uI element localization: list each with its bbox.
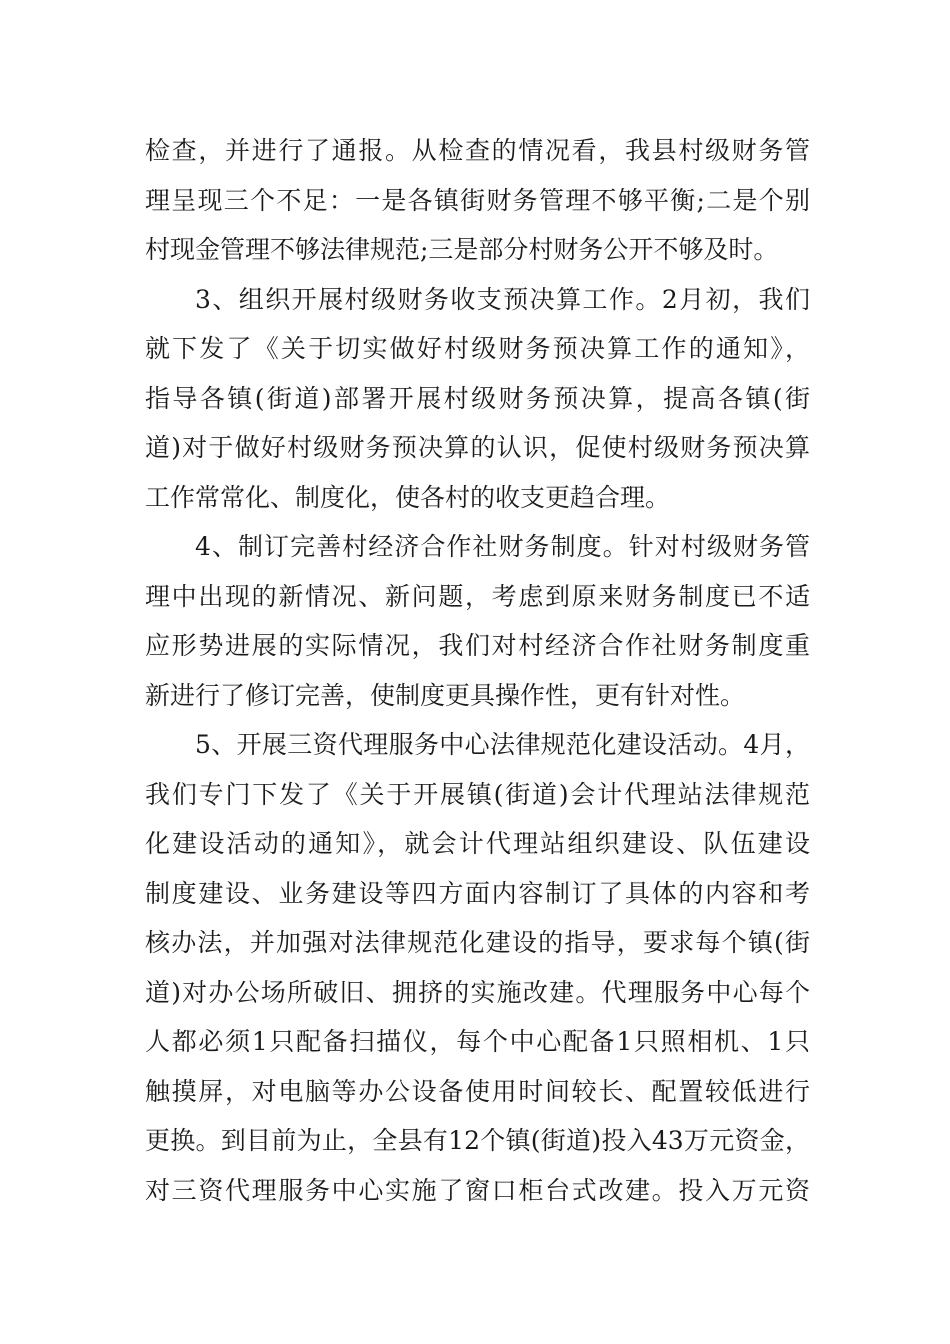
text-line: 4、制订完善村经济合作社财务制度。针对村级财务管: [195, 532, 810, 561]
text-line: 制度建设、业务建设等四方面内容制订了具体的内容和考: [145, 878, 810, 908]
text-line: 触摸屏，对电脑等办公设备使用时间较长、配置较低进行: [145, 1076, 810, 1106]
text-line: 核办法，并加强对法律规范化建设的指导，要求每个镇(街: [145, 928, 810, 957]
text-line: 5、开展三资代理服务中心法律规范化建设活动。4月，: [195, 730, 810, 759]
text-line: 指导各镇(街道)部署开展村级财务预决算，提高各镇(街: [145, 383, 810, 413]
text-line: 道)对于做好村级财务预决算的认识，促使村级财务预决算: [145, 433, 810, 462]
text-line: 道)对办公场所破旧、拥挤的实施改建。代理服务中心每个: [145, 977, 810, 1007]
text-line: 理呈现三个不足：一是各镇街财务管理不够平衡;二是个别: [145, 185, 810, 215]
body-text: [145, 126, 810, 1215]
text-line: 工作常常化、制度化，使各村的收支更趋合理。: [145, 482, 671, 512]
text-line: 村现金管理不够法律规范;三是部分村财务公开不够及时。: [145, 235, 779, 264]
text-line: 应形势进展的实际情况，我们对村经济合作社财务制度重: [145, 631, 810, 660]
text-line: 更换。到目前为止，全县有12个镇(街道)投入43万元资金，: [145, 1126, 810, 1155]
text-line: 对三资代理服务中心实施了窗口柜台式改建。投入万元资: [145, 1175, 810, 1205]
text-line: 新进行了修订完善，使制度更具操作性，更有针对性。: [145, 680, 746, 710]
text-line: 化建设活动的通知》，就会计代理站组织建设、队伍建设: [145, 829, 810, 858]
text-line: 我们专门下发了《关于开展镇(街道)会计代理站法律规范: [145, 779, 810, 809]
text-line: 理中出现的新情况、新问题，考虑到原来财务制度已不适: [145, 581, 810, 611]
text-line: 就下发了《关于切实做好村级财务预决算工作的通知》，: [145, 334, 810, 363]
text-line: 人都必须1只配备扫描仪，每个中心配备1只照相机、1只: [145, 1027, 810, 1056]
text-line: 检查，并进行了通报。从检查的情况看，我县村级财务管: [145, 136, 810, 165]
text-line: 3、组织开展村级财务收支预决算工作。2月初，我们: [195, 284, 810, 314]
